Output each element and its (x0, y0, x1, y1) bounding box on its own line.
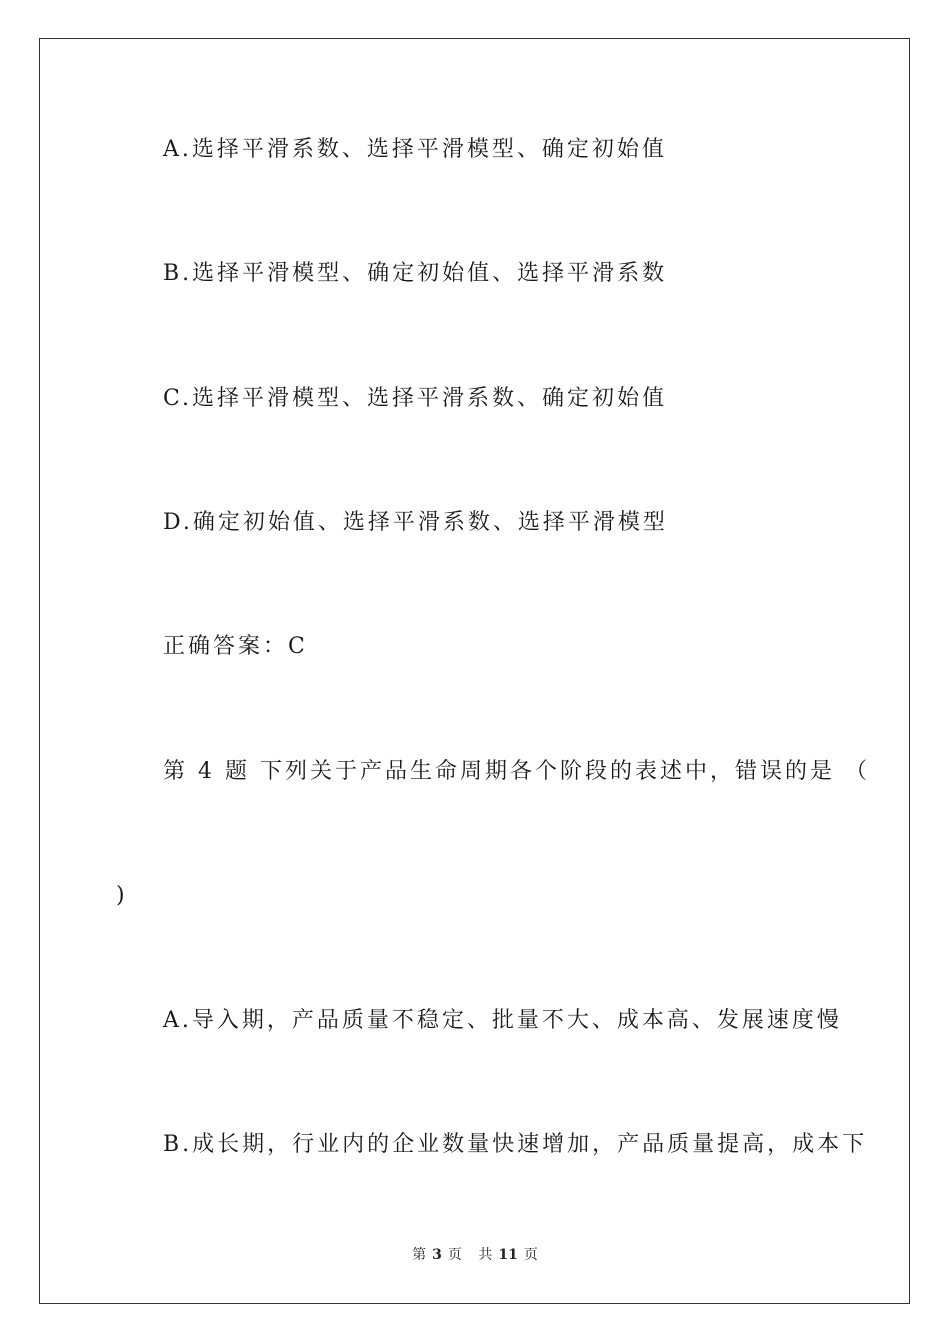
page-total-value: 11 (498, 1247, 518, 1263)
q3-option-d: D.确定初始值、选择平滑系数、选择平滑模型 (163, 510, 668, 535)
page-number (409, 1247, 465, 1263)
page-footer (0, 1245, 950, 1265)
q4-option-a: A.导入期，产品质量不稳定、批量不大、成本高、发展速度慢 (163, 1008, 842, 1033)
total-suffix: 页 (523, 1247, 538, 1263)
q3-option-b: B.选择平滑模型、确定初始值、选择平滑系数 (163, 261, 668, 286)
page-border (39, 38, 910, 1304)
page-prefix: 第 (412, 1247, 427, 1263)
q3-option-a: A.选择平滑系数、选择平滑模型、确定初始值 (163, 137, 667, 162)
q4-option-b: B.成长期，行业内的企业数量快速增加，产品质量提高，成本下 (163, 1132, 868, 1157)
page-current: 3 (432, 1247, 442, 1263)
q3-answer: 正确答案：C (163, 634, 308, 659)
page-suffix: 页 (447, 1247, 462, 1263)
page-total (475, 1247, 540, 1263)
q4-question-continuation: ) (116, 883, 128, 908)
total-prefix: 共 (478, 1247, 493, 1263)
q4-question: 第 4 题 下列关于产品生命周期各个阶段的表述中，错误的是 （ (163, 759, 870, 784)
q3-option-c: C.选择平滑模型、选择平滑系数、确定初始值 (163, 386, 668, 411)
